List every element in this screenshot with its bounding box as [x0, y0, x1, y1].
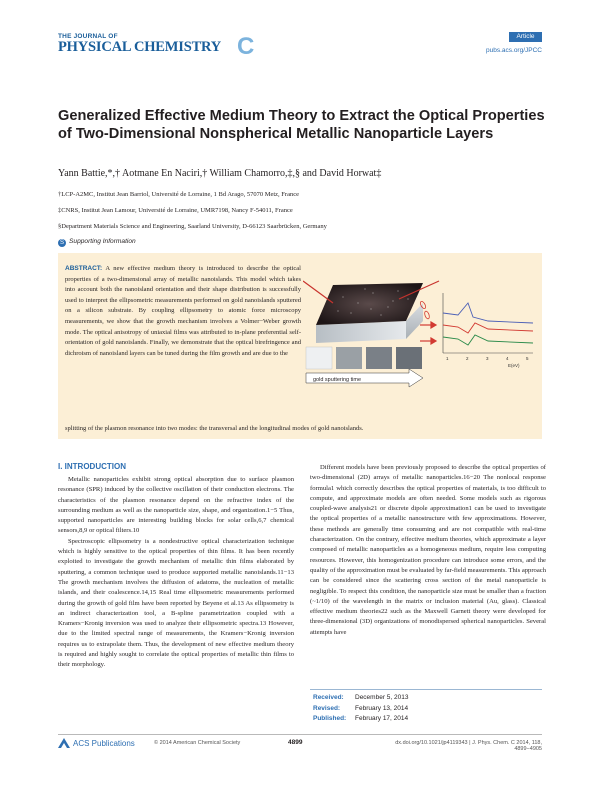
paper-title: Generalized Effective Medium Theory to Extract the Optical Properties of Two-Dimensional Nonspherical Metallic Nanoparticle Layers: [58, 108, 545, 142]
date-published: Published: February 17, 2014: [313, 715, 409, 722]
dates-divider: [310, 689, 542, 690]
afm-tile-4: [396, 347, 422, 369]
incident-beam: [303, 281, 333, 303]
supporting-info-label: Supporting Information: [69, 238, 136, 245]
tick-3: 3: [486, 356, 489, 361]
publication-dates: [313, 693, 408, 725]
spectra-plot: [443, 293, 533, 368]
copyright-notice: © 2014 American Chemical Society: [154, 740, 241, 746]
date-received: Received: December 5, 2013: [313, 694, 409, 701]
affiliation-1: †LCP-A2MC, Institut Jean Barriol, Université de Lorraine, 1 Bd Arago, 57070 Metz, France: [58, 191, 299, 198]
nanoisland-surface: [316, 283, 423, 325]
abstract-body: A new effective medium theory is introduced to describe the optical properties of a two-dimensional array of metallic nanoislands. This model which takes into account both the nanoisland orientation and their shape distribution is successfully used to interpret the ellipsometric measurements performed on gold nanoislands sputtered on a silicon substrate. By coupling ellipsometry to atomic force microscopy measurements, we show that the growth mechanism involves a Volmer−Weber growth mode. The optical anisotropy of uniaxial films was attributed to in-plane preferential self-orientation of gold nanoislands. Finally, we demonstrate that the optical birefringence and dichroism of nanoisland layers can be tuned during the film growth and are due to the: [65, 265, 301, 357]
date-revised: Revised: February 13, 2014: [313, 704, 409, 712]
affiliation-2: ‡CNRS, Institut Jean Lamour, Université de Lorraine, UMR7198, Nancy F-54011, France: [58, 207, 293, 214]
tick-4: 4: [506, 356, 509, 361]
axis-label: E(eV): [508, 363, 520, 368]
tick-2: 2: [466, 356, 469, 361]
paragraph: Different models have been previously proposed to describe the optical properties of two-dimensional (2D) arrays of metallic nanoparticles.16−20 The nonlocal response formula1 which correctly describes the optical properties of materials, is too difficult to compute, and approximate models are often needed. Some models such as rigorous coupled-wave analysis21 or discrete dipole approximation1 can be used to investigate the optical properties of a metallic nanostructure with few approximations. However, these methods are generally time consuming and are not compatible with real-time characterization. On the contrary, effective medium theories, which approximate a layer composed of metallic nanoparticles as a homogeneous medium, require less computing resources. However, this homogenization procedure can introduce some errors, and the quality of the approximation must be evaluated by far-field measurements. This approach can be considered since the scattering cross section of the metal nanoparticle is negligible. To respect this condition, the nanoparticle size must be smaller than a fraction (~1/10) of the wavelength in the matrix or inclusion material (Au, glass). Classical effective medium theories22 such as the Maxwell Garnett theory were developed for three-dimensional (3D) organizations of monodispersed spherical nanoparticles. Several attempts have: [310, 464, 546, 636]
journal-section-letter: C: [237, 33, 255, 60]
paragraph: Metallic nanoparticles exhibit strong optical absorption due to surface plasmon resonance (SPR) induced by the collective oscillation of their conduction electrons. The characteristics of the plasmon resonance depend on the refractive index of the surrounding medium as well as the nanoparticle size, shape, and organization.1−5 Thus, supported nanoparticles are interesting building blocks for solar cells,6,7 chemical sensors,8,9 or optical filters.10: [58, 476, 294, 535]
publisher-name: ACS Publications: [73, 739, 135, 748]
journal-url-link[interactable]: pubs.acs.org/JPCC: [486, 47, 542, 54]
affiliation-3: §Department Materials Science and Engineering, Saarland University, D-66123 Saarbrücken, Germany: [58, 223, 327, 230]
abstract-last-line: splitting of the plasmon resonance into two modes: the transversal and the longitudinal modes of gold nanoislands.: [65, 425, 364, 432]
journal-name-top: THE JOURNAL OF: [58, 33, 118, 40]
page-number: 4899: [288, 739, 303, 746]
footer-divider: [58, 734, 542, 735]
journal-name: PHYSICAL CHEMISTRY: [58, 39, 222, 55]
tick-5: 5: [526, 356, 529, 361]
supporting-info-link[interactable]: [58, 238, 136, 247]
left-column: [58, 475, 294, 671]
toc-graphic: [303, 263, 539, 415]
spectrum-2: [443, 323, 533, 333]
supporting-info-icon: S: [59, 240, 64, 246]
doi-citation[interactable]: dx.doi.org/10.1021/jp4119343 | J. Phys. Chem. C 2014, 118, 4899−4905: [395, 740, 542, 752]
paragraph: Spectroscopic ellipsometry is a nondestructive optical characterization technique which is highly sensitive to the optical properties of thin films. It has been recently exploited to investigate the growth mechanism of metallic thin films elaborated by sputtering, a common technique used to produce supported metallic nanoislands.11−13 The growth mechanism involves the diffusion of adatoms, the nucleation of metallic islands, and their coalescence.14,15 Real time ellipsometric measurements performed during the growth of gold film have been reported by Beyene et al.13 As ellipsometry is an indirect characterization tool, a B-spline parametrization coupled with a Kramers−Kronig inversion was used to analyze their ellipsometric spectra.13 However, due to the limited spectral range of measurements, the Kramers−Kronig inversion requires us to extrapolate them. Thus, the development of new effective medium theory is required and highly sought to correlate the optical properties of metallic thin films to their morphology.: [58, 537, 294, 669]
afm-tile-2: [336, 347, 362, 369]
afm-tile-3: [366, 347, 392, 369]
author-list: Yann Battie,*,† Aotmane En Naciri,† William Chamorro,‡,§ and David Horwat‡: [58, 168, 382, 179]
article-type-badge: Article: [509, 32, 542, 42]
abstract-label: ABSTRACT:: [65, 265, 103, 272]
spectrum-1: [443, 303, 533, 323]
afm-tile-1: [306, 347, 332, 369]
abstract-text: [65, 264, 301, 359]
tick-1: 1: [446, 356, 449, 361]
acs-logo-icon: [58, 738, 70, 748]
section-heading: I. INTRODUCTION: [58, 462, 126, 471]
arrows: [420, 322, 436, 344]
right-column: [310, 463, 546, 638]
acs-publications-logo[interactable]: [58, 738, 135, 748]
time-arrow-label: gold sputtering time: [313, 377, 361, 383]
spectrum-3: [443, 335, 533, 345]
